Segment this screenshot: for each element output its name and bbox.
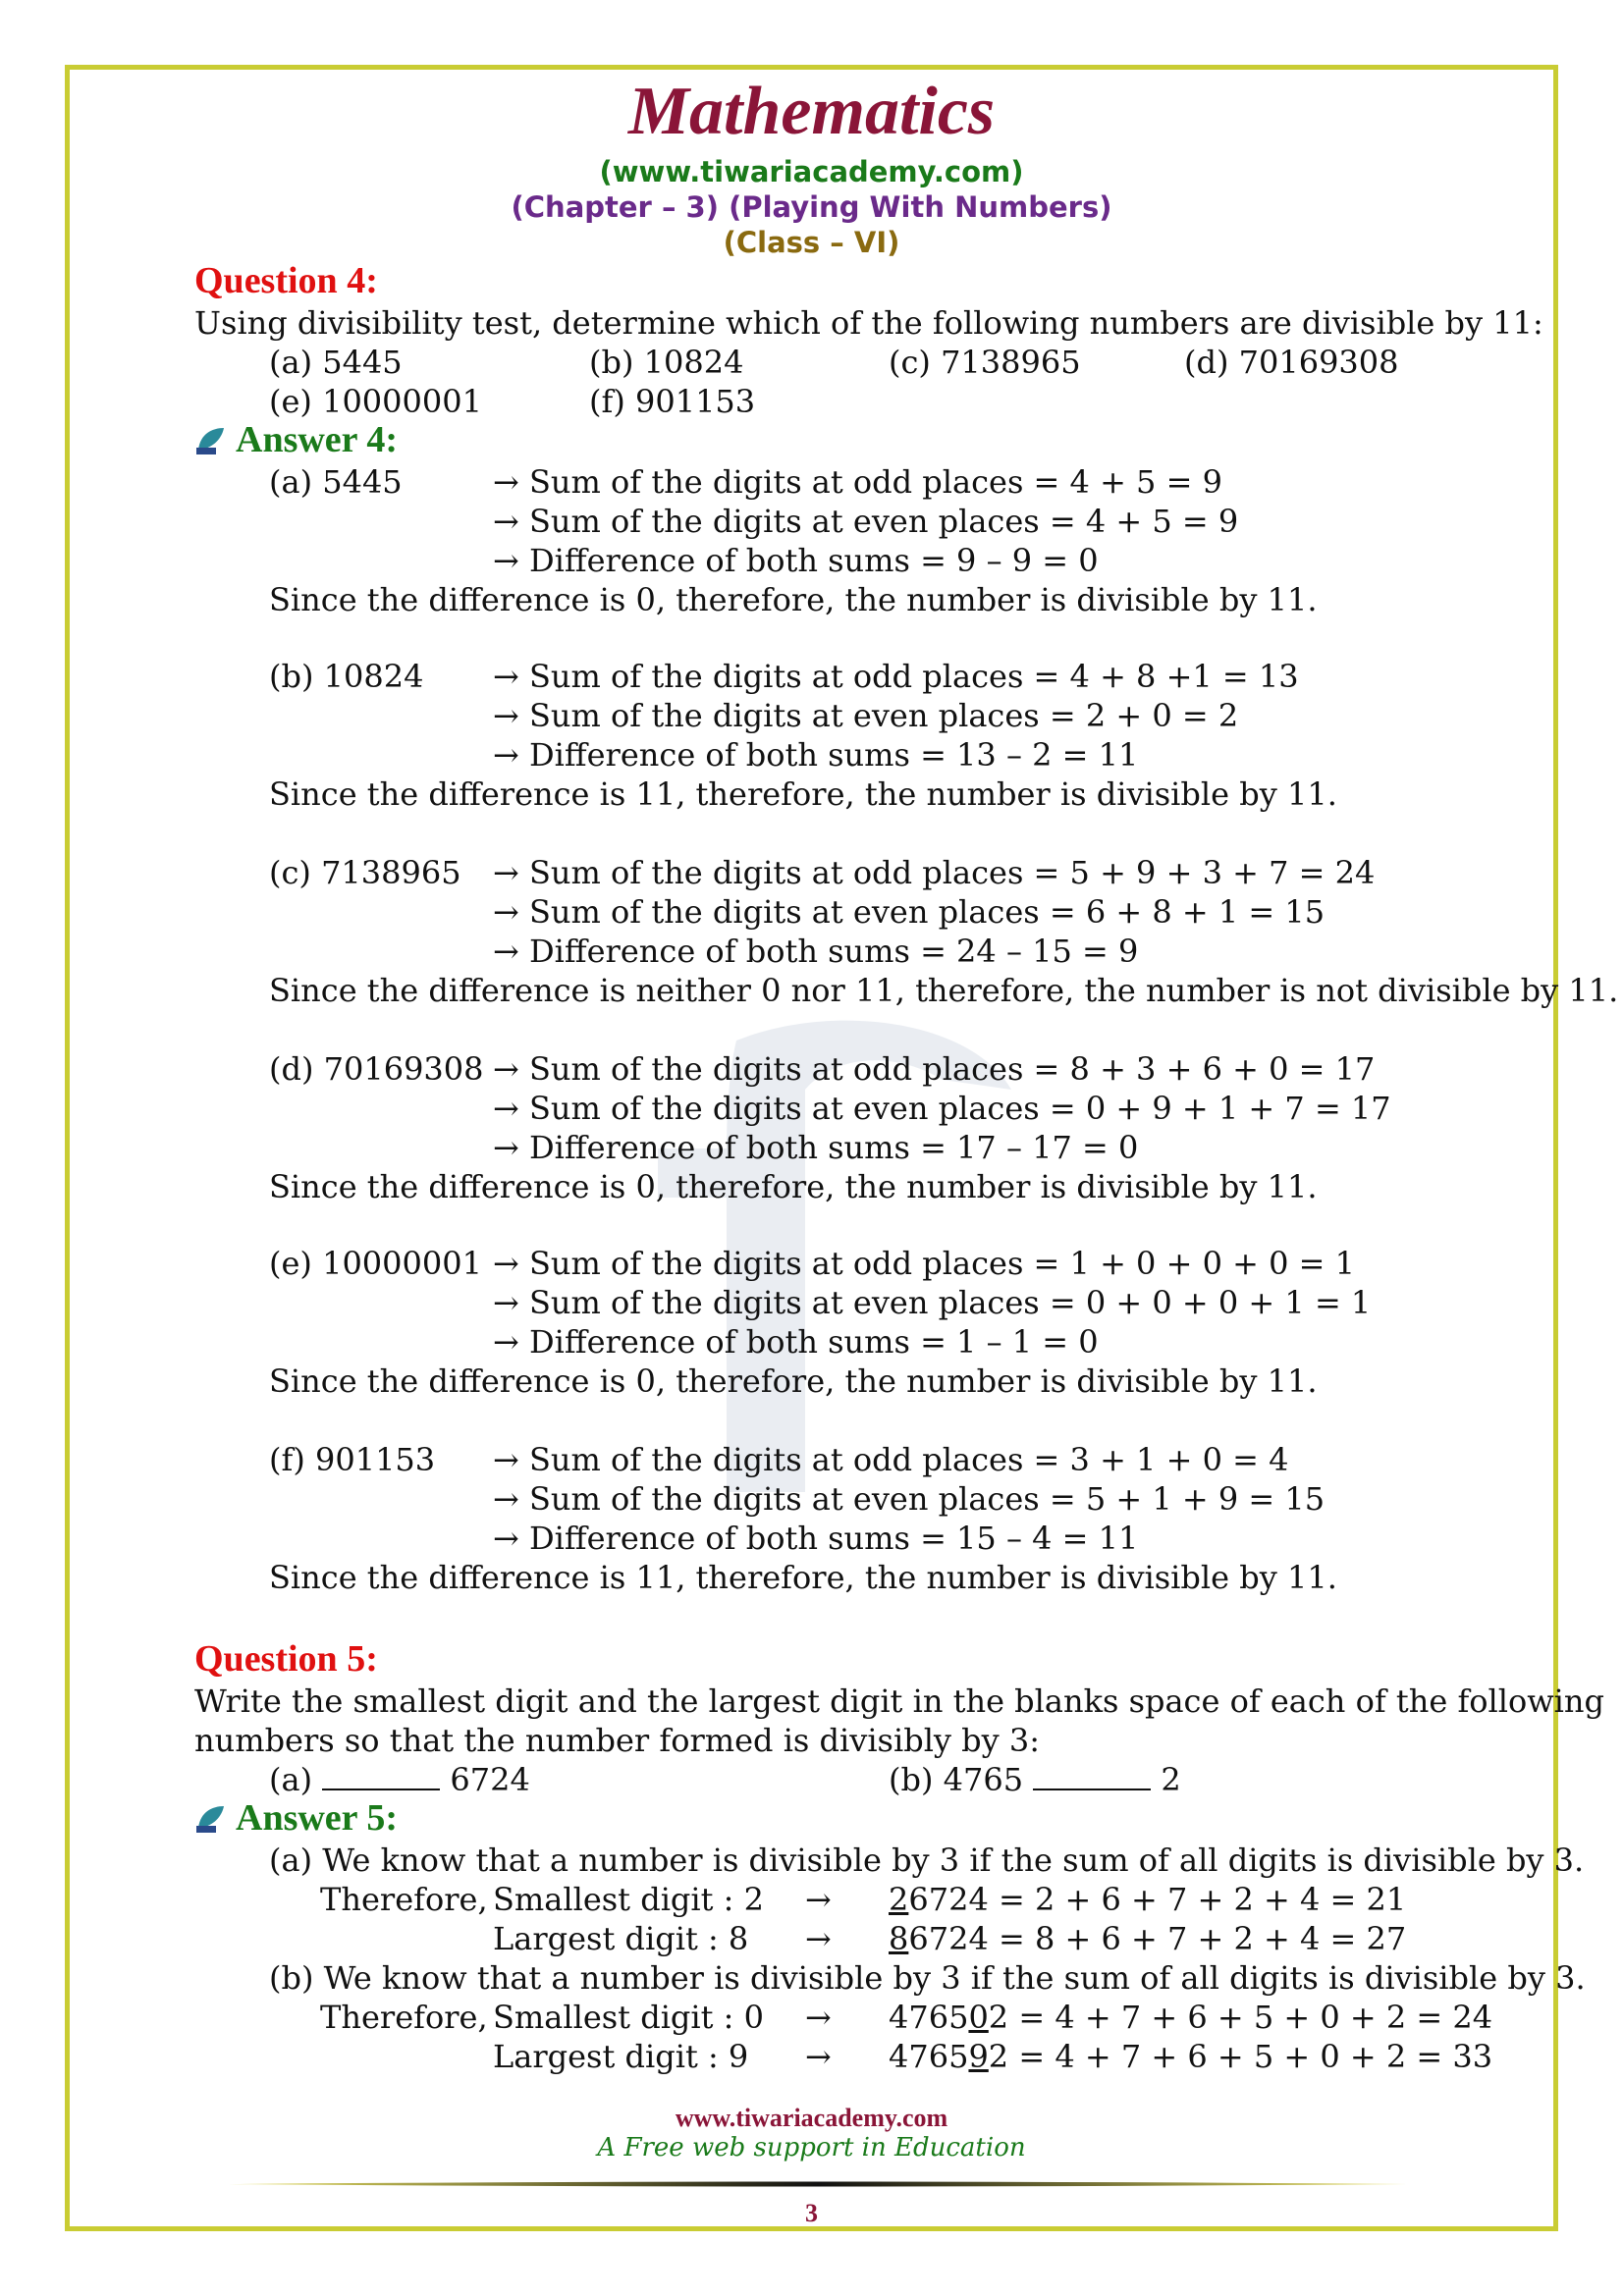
blank-line: [1033, 1767, 1151, 1790]
part-f-odd: → Sum of the digits at odd places = 3 + 1 + 0 = 4: [493, 1441, 1289, 1478]
part-f-even: → Sum of the digits at even places = 5 + 1 + 9 = 15: [493, 1480, 1325, 1518]
part-c-conclusion: Since the difference is neither 0 nor 11, therefore, the number is not divisible by 11.: [269, 972, 1619, 1009]
q5-option-b: [889, 1761, 1181, 1798]
part-a-label: (a) 5445: [269, 463, 403, 501]
answer-4-heading: Answer 4:: [236, 419, 399, 460]
page-number: 3: [805, 2199, 818, 2227]
largest-label: Largest digit :: [493, 1920, 729, 1957]
question-5-line2: numbers so that the number formed is divisibly by 3:: [194, 1722, 1041, 1759]
smallest-label: Smallest digit :: [493, 1881, 744, 1918]
a5-a-largest: [493, 1920, 748, 1957]
arrow: →: [805, 1999, 832, 2036]
a5-therefore: Therefore,: [320, 1999, 488, 2036]
part-f-diff: → Difference of both sums = 15 – 4 = 11: [493, 1520, 1139, 1557]
option-e: (e) 10000001: [269, 383, 482, 420]
largest-digit: 8: [728, 1920, 749, 1957]
calc-post: 2 = 4 + 7 + 6 + 5 + 0 + 2 = 24: [988, 1999, 1493, 2036]
calc-underlined-digit: 0: [968, 1999, 989, 2036]
blank-line: [322, 1767, 440, 1790]
part-a-conclusion: Since the difference is 0, therefore, the number is divisible by 11.: [269, 581, 1318, 618]
part-b-diff: → Difference of both sums = 13 – 2 = 11: [493, 736, 1139, 774]
calc-post: 2 = 4 + 7 + 6 + 5 + 0 + 2 = 33: [988, 2038, 1493, 2075]
part-c-odd: → Sum of the digits at odd places = 5 + 9 + 3 + 7 = 24: [493, 854, 1376, 891]
calc-pre: 4765: [889, 2038, 969, 2075]
part-a-odd: → Sum of the digits at odd places = 4 + 5 = 9: [493, 463, 1222, 501]
part-d-diff: → Difference of both sums = 17 – 17 = 0: [493, 1129, 1139, 1166]
part-b-even: → Sum of the digits at even places = 2 + 0 = 2: [493, 697, 1239, 734]
part-e-conclusion: Since the difference is 0, therefore, the number is divisible by 11.: [269, 1362, 1318, 1400]
option-d: (d) 70169308: [1184, 344, 1399, 381]
leaf-logo-icon: [194, 424, 226, 455]
part-f-label: (f) 901153: [269, 1441, 436, 1478]
calc-underlined-digit: 2: [889, 1881, 909, 1918]
part-d-conclusion: Since the difference is 0, therefore, the number is divisible by 11.: [269, 1168, 1318, 1205]
footer-website: www.tiwariacademy.com: [675, 2104, 948, 2132]
option-a: (a) 5445: [269, 344, 403, 381]
smallest-label: Smallest digit :: [493, 1999, 744, 2036]
footer-tagline: A Free web support in Education: [597, 2133, 1026, 2163]
arrow: →: [805, 1920, 832, 1957]
calc-pre: 4765: [889, 1999, 969, 2036]
a5-a-smallest: [493, 1881, 764, 1918]
part-e-diff: → Difference of both sums = 1 – 1 = 0: [493, 1323, 1099, 1361]
question-5-heading: Question 5:: [194, 1638, 378, 1680]
part-f-conclusion: Since the difference is 11, therefore, the number is divisible by 11.: [269, 1559, 1337, 1596]
part-e-label: (e) 10000001: [269, 1245, 482, 1282]
chapter-title: (Chapter – 3) (Playing With Numbers): [511, 190, 1112, 224]
arrow: →: [805, 1881, 832, 1918]
part-b-label: (b) 10824: [269, 658, 424, 695]
a5-b-smallest: [493, 1999, 764, 2036]
part-c-diff: → Difference of both sums = 24 – 15 = 9: [493, 933, 1139, 970]
q5-option-a-suffix: 6724: [450, 1761, 530, 1798]
calc-post: 6724 = 8 + 6 + 7 + 2 + 4 = 27: [908, 1920, 1407, 1957]
q5-option-b-suffix: 2: [1161, 1761, 1181, 1798]
q5-option-a: [269, 1761, 530, 1798]
part-d-odd: → Sum of the digits at odd places = 8 + 3 + 6 + 0 = 17: [493, 1050, 1376, 1088]
arrow: →: [805, 2038, 832, 2075]
a5-b-largest: [493, 2038, 748, 2075]
part-e-odd: → Sum of the digits at odd places = 1 + 0 + 0 + 0 = 1: [493, 1245, 1355, 1282]
option-b: (b) 10824: [589, 344, 744, 381]
leaf-logo-icon: [194, 1802, 226, 1834]
calc-underlined-digit: 8: [889, 1920, 909, 1957]
part-c-even: → Sum of the digits at even places = 6 + 8 + 1 = 15: [493, 893, 1325, 931]
largest-digit: 9: [728, 2038, 749, 2075]
a5-part-a-line: (a) We know that a number is divisible by 3 if the sum of all digits is divisible by 3.: [269, 1842, 1585, 1879]
part-d-label: (d) 70169308: [269, 1050, 484, 1088]
a5-part-b-line: (b) We know that a number is divisible by 3 if the sum of all digits is divisible by 3.: [269, 1959, 1586, 1997]
class-label: (Class – VI): [723, 226, 900, 259]
a5-b-smallest-calc: [889, 1999, 1492, 2036]
part-b-conclusion: Since the difference is 11, therefore, the number is divisible by 11.: [269, 775, 1337, 813]
part-d-even: → Sum of the digits at even places = 0 + 9 + 1 + 7 = 17: [493, 1090, 1391, 1127]
q5-option-b-prefix: (b) 4765: [889, 1761, 1024, 1798]
part-e-even: → Sum of the digits at even places = 0 + 0 + 0 + 1 = 1: [493, 1284, 1372, 1321]
footer-divider: [229, 2181, 1407, 2187]
a5-a-smallest-calc: [889, 1881, 1406, 1918]
part-a-diff: → Difference of both sums = 9 – 9 = 0: [493, 542, 1099, 579]
q5-option-a-prefix: (a): [269, 1761, 313, 1798]
a5-b-largest-calc: [889, 2038, 1492, 2075]
question-4-heading: Question 4:: [194, 260, 378, 301]
question-4-text: Using divisibility test, determine which of the following numbers are divisible by 11:: [194, 304, 1543, 342]
calc-post: 6724 = 2 + 6 + 7 + 2 + 4 = 21: [908, 1881, 1407, 1918]
smallest-digit: 0: [743, 1999, 764, 2036]
part-a-even: → Sum of the digits at even places = 4 + 5 = 9: [493, 503, 1239, 540]
a5-therefore: Therefore,: [320, 1881, 488, 1918]
smallest-digit: 2: [743, 1881, 764, 1918]
option-c: (c) 7138965: [889, 344, 1081, 381]
part-b-odd: → Sum of the digits at odd places = 4 + 8 +1 = 13: [493, 658, 1299, 695]
calc-underlined-digit: 9: [968, 2038, 989, 2075]
part-c-label: (c) 7138965: [269, 854, 461, 891]
largest-label: Largest digit :: [493, 2038, 729, 2075]
question-5-line1: Write the smallest digit and the largest digit in the blanks space of each of the following: [194, 1682, 1604, 1720]
header-website: (www.tiwariacademy.com): [599, 155, 1024, 188]
option-f: (f) 901153: [589, 383, 756, 420]
answer-5-heading: Answer 5:: [236, 1797, 399, 1839]
page-title: Mathematics: [627, 74, 996, 149]
a5-a-largest-calc: [889, 1920, 1406, 1957]
